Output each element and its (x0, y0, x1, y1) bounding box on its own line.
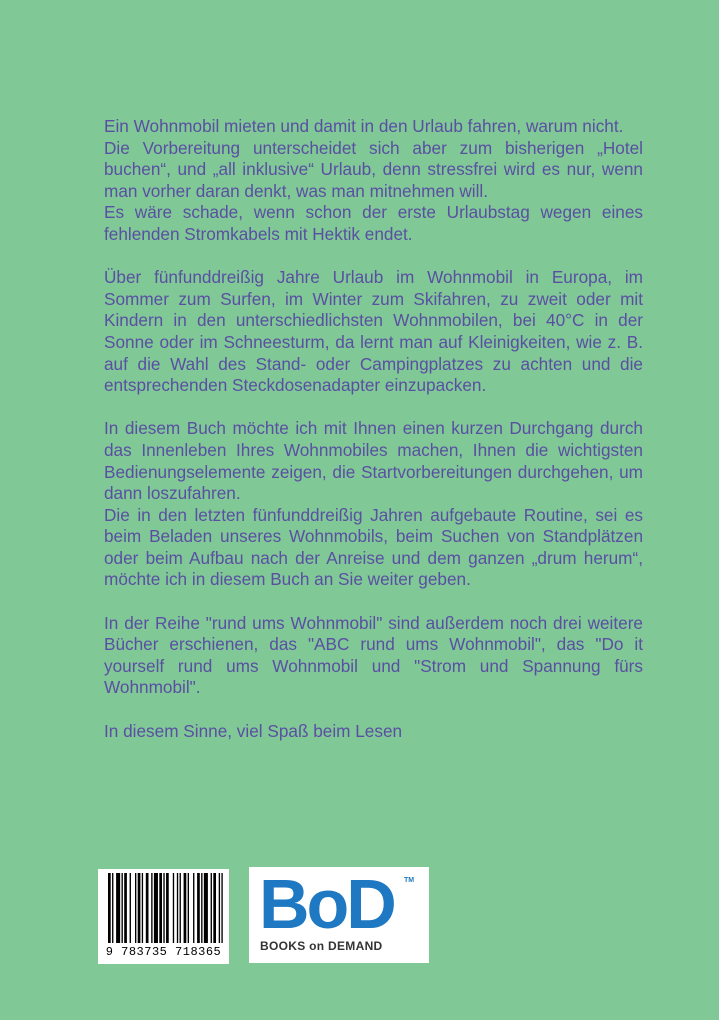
isbn-number: 9 783735 718365 (105, 945, 222, 959)
text-line: Ein Wohnmobil mieten und damit in den Urlaub fahren, warum nicht. (104, 116, 624, 136)
barcode-bar (193, 873, 194, 943)
barcode-bar (188, 873, 189, 943)
barcode-bar (173, 873, 174, 943)
barcode-bar (108, 873, 111, 943)
bod-logo-text: BoD (259, 865, 394, 943)
barcode-bar (154, 873, 158, 943)
barcode-bar (201, 873, 202, 943)
text-line: In diesem Buch möchte ich mit Ihnen einen kurzen Durchgang durch das Innenleben Ihres Wohnmobiles machen, Ihnen die wichtigsten Bedienungselemente zeigen, die Startvorbereitungen durchgehen, um dann loszufahren. (104, 418, 643, 504)
barcode-bar (180, 873, 181, 943)
text-line: Die in den letzten fünfunddreißig Jahren aufgebaute Routine, sei es beim Beladen unseres Wohnmobils, beim Suchen von Standplätzen oder beim Aufbau nach der Anreise und dem ganzen „drum herum“, möchte ich in diesem Buch an Sie weiter geben. (104, 504, 643, 590)
text-line: In der Reihe "rund ums Wohnmobil" sind außerdem noch drei weitere Bücher erschienen, das "ABC rund ums Wohnmobil", das "Do it yourself rund ums Wohnmobil und "Strom und Spannung fürs Wohnmobil". (104, 612, 643, 698)
barcode-bar (184, 873, 187, 943)
barcode-bar (204, 873, 208, 943)
text-line: Es wäre schade, wenn schon der erste Urlaubstag wegen eines fehlenden Stromkabels mit Hektik endet. (104, 202, 643, 244)
barcode-bar (146, 873, 149, 943)
text-line: Die Vorbereitung unterscheidet sich aber zum bisherigen „Hotel buchen“, und „all inklusive“ Urlaub, denn stressfrei wird es nur, wenn man vorher daran denkt, was man mitnehmen will. (104, 137, 643, 201)
barcode-bars (98, 869, 229, 945)
barcode-bar (221, 873, 222, 943)
barcode-bar (135, 873, 136, 943)
paragraph-1 (104, 116, 643, 246)
paragraph-2 (104, 267, 643, 397)
paragraph-3 (104, 418, 643, 591)
barcode-bar (142, 873, 143, 943)
publisher-subtitle: BOOKS on DEMAND (260, 939, 383, 953)
barcode-bar (159, 873, 162, 943)
text-line: Über fünfunddreißig Jahre Urlaub im Wohnmobil in Europa, im Sommer zum Surfen, im Winter zum Skifahren, zu zweit oder mit Kindern in den unterschiedlichsten Wohnmobilen, bei 40°C in der Sonne oder im Schneesturm, da lernt man auf Kleinigkeiten, wie z. B. auf die Wahl des Stand- oder Campingplatzes zu achten und die entsprechenden Steckdosenadapter einzupacken. (104, 267, 643, 396)
isbn-barcode (98, 869, 229, 964)
barcode-bar (130, 873, 131, 943)
barcode-bar (177, 873, 178, 943)
barcode-bar (124, 873, 127, 943)
barcode-bar (197, 873, 200, 943)
publisher-logo (249, 867, 429, 963)
barcode-bar (219, 873, 220, 943)
paragraph-5 (104, 721, 643, 743)
back-cover-text (104, 116, 643, 742)
trademark-mark: TM (404, 877, 415, 884)
barcode-bar (122, 873, 123, 943)
barcode-bar (151, 873, 152, 943)
barcode-bar (213, 873, 216, 943)
paragraph-4 (104, 613, 643, 699)
barcode-bar (116, 873, 120, 943)
barcode-bar (211, 873, 212, 943)
barcode-bar (112, 873, 113, 943)
barcode-bar (138, 873, 141, 943)
barcode-bar (166, 873, 169, 943)
barcode-bar (163, 873, 164, 943)
text-line: In diesem Sinne, viel Spaß beim Lesen (104, 720, 403, 741)
